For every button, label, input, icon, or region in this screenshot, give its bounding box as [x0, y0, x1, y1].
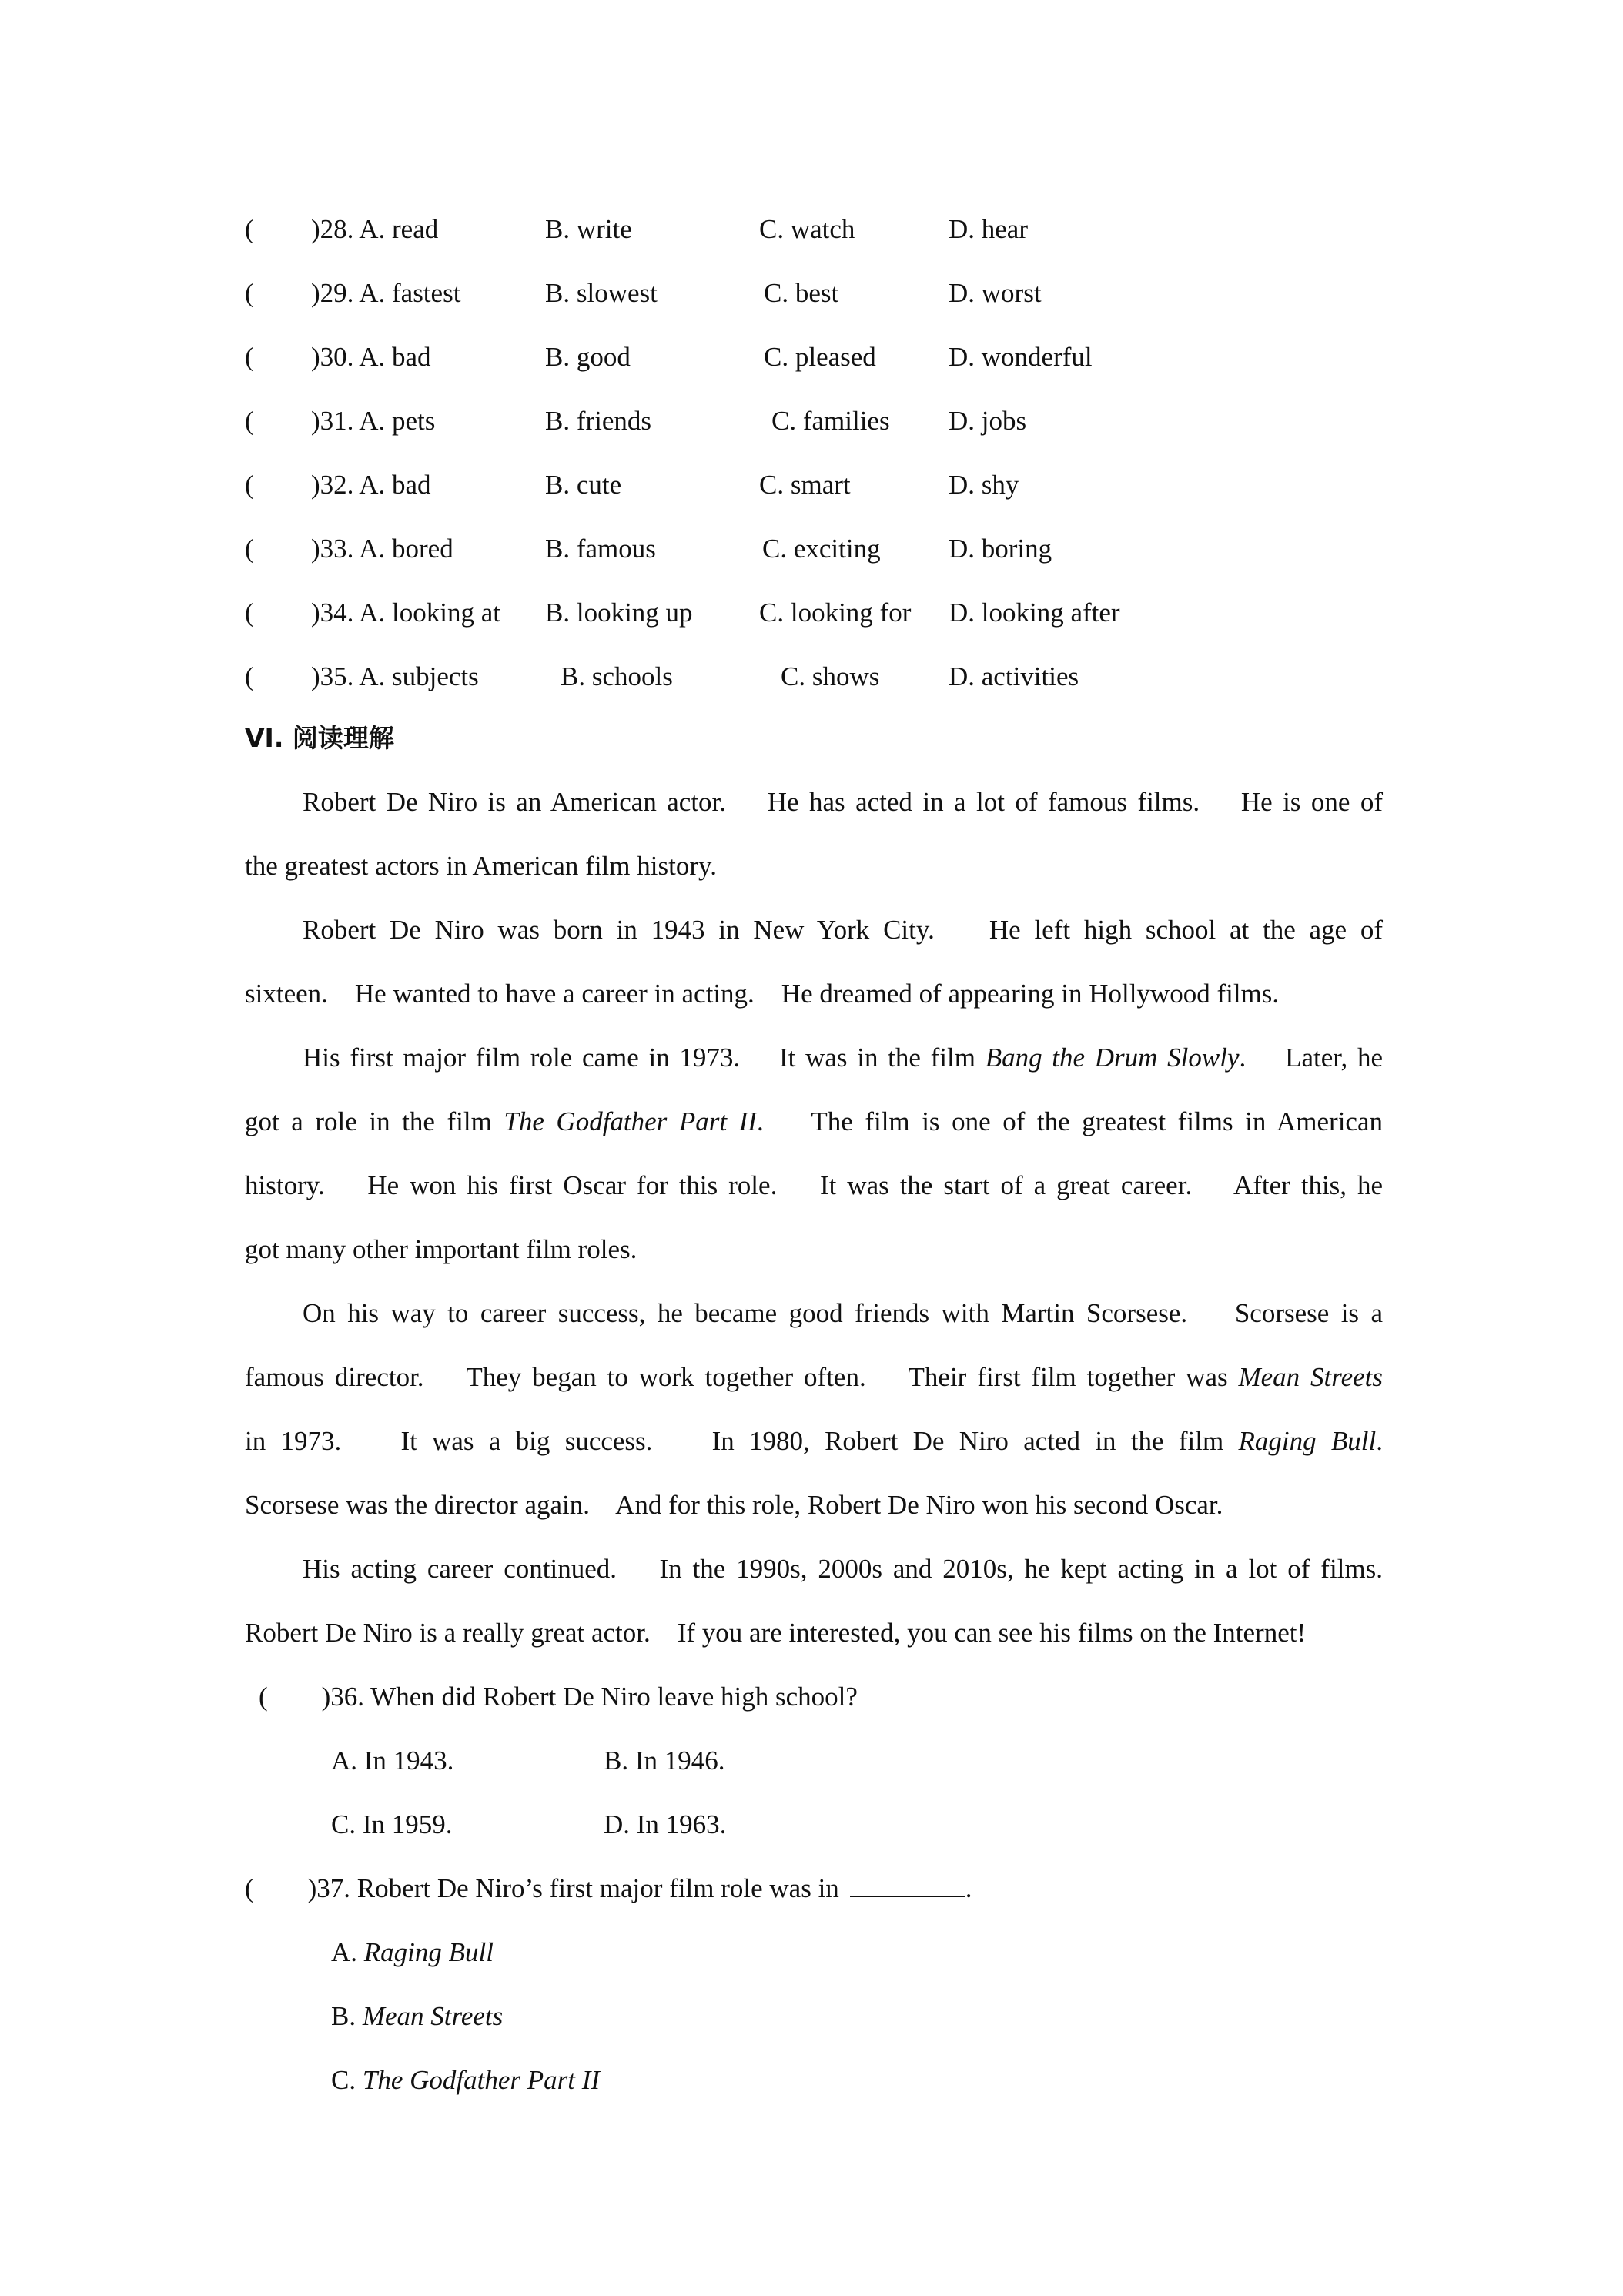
option-c: C. shows [781, 661, 880, 691]
option-b: B. write [545, 214, 632, 244]
question-36-option-b: B. In 1946. [604, 1745, 725, 1776]
option-a: )28. A. read [311, 214, 439, 244]
option-d: D. boring [949, 534, 1052, 564]
passage-line: His acting career continued. In the 1990s, 2000s and 2010s, he kept acting in a lot of films. [303, 1554, 1383, 1584]
passage-line: got many other important film roles. [245, 1234, 637, 1264]
passage-line: Scorsese was the director again. And for this role, Robert De Niro won his second Oscar. [245, 1490, 1223, 1520]
passage-line: Robert De Niro is an American actor. He has acted in a lot of famous films. He is one of [303, 787, 1383, 817]
option-d: D. activities [949, 661, 1079, 691]
cloze-item [245, 274, 1477, 313]
passage-line [245, 1422, 1383, 1461]
question-end: . [965, 1873, 972, 1903]
cloze-item [245, 658, 1477, 696]
option-c: C. families [771, 406, 890, 436]
section-heading: VI. 阅读理解 [245, 723, 394, 753]
answer-paren: ( [245, 278, 254, 308]
passage-text: got a role in the film [245, 1106, 504, 1136]
passage-line [245, 1103, 1383, 1141]
film-title: Mean Streets [362, 2001, 504, 2031]
passage-line: Robert De Niro was born in 1943 in New York City. He left high school at the age of [303, 915, 1383, 945]
answer-paren: ( [245, 661, 254, 691]
option-b: B. looking up [545, 597, 693, 628]
passage-line: history. He won his first Oscar for this role. It was the start of a great career. After this, he [245, 1170, 1383, 1200]
option-letter: A. [331, 1937, 364, 1967]
answer-paren: ( [245, 597, 254, 628]
question-37-option-c [331, 2061, 600, 2100]
cloze-item [245, 594, 1477, 632]
option-d: D. hear [949, 214, 1029, 244]
answer-paren: ( [245, 342, 254, 372]
option-b: B. slowest [545, 278, 658, 308]
option-d: D. jobs [949, 406, 1027, 436]
film-title: Mean Streets [1238, 1362, 1384, 1392]
option-c: C. exciting [762, 534, 881, 564]
passage-line: sixteen. He wanted to have a career in acting. He dreamed of appearing in Hollywood films. [245, 979, 1280, 1009]
film-title: Bang the Drum Slowly [985, 1043, 1240, 1073]
passage-text: in 1973. It was a big success. In 1980, Robert De Niro acted in the film [245, 1426, 1239, 1456]
answer-paren: ( [245, 214, 254, 244]
option-c: C. smart [759, 470, 851, 500]
film-title: The Godfather Part II [362, 2065, 601, 2095]
cloze-item [245, 466, 1477, 504]
passage-text: famous director. They began to work together often. Their first film together was [245, 1362, 1239, 1392]
option-a: )31. A. pets [311, 406, 436, 436]
answer-paren: ( [245, 470, 254, 500]
option-a: )34. A. looking at [311, 597, 500, 628]
option-c: C. watch [759, 214, 855, 244]
question-36-option-a: A. In 1943. [331, 1745, 454, 1776]
answer-blank [850, 1873, 965, 1897]
passage-text: . The film is one of the greatest films in American [756, 1106, 1383, 1136]
option-a: )30. A. bad [311, 342, 431, 372]
question-37-stem [245, 1869, 972, 1908]
cloze-item [245, 402, 1477, 440]
option-letter: C. [331, 2065, 363, 2095]
question-37-option-b [331, 1997, 503, 2036]
cloze-item [245, 210, 1477, 249]
answer-paren: ( [245, 406, 254, 436]
option-c: C. looking for [759, 597, 912, 628]
passage-line: On his way to career success, he became good friends with Martin Scorsese. Scorsese is a [303, 1298, 1383, 1328]
cloze-item [245, 530, 1477, 568]
film-title: Raging Bull [363, 1937, 494, 1967]
cloze-item [245, 338, 1477, 377]
film-title: Raging Bull [1238, 1426, 1377, 1456]
option-d: D. worst [949, 278, 1042, 308]
option-d: D. shy [949, 470, 1019, 500]
passage-text: . Later, he [1239, 1043, 1384, 1073]
passage-text: . [1376, 1426, 1383, 1456]
option-d: D. wonderful [949, 342, 1093, 372]
option-b: B. cute [545, 470, 622, 500]
answer-paren: ( [245, 534, 254, 564]
film-title: The Godfather Part II [504, 1106, 757, 1136]
question-36-stem: ( )36. When did Robert De Niro leave high school? [259, 1682, 858, 1712]
passage-line [303, 1039, 1383, 1077]
option-a: )32. A. bad [311, 470, 431, 500]
question-37-option-a [331, 1933, 494, 1972]
option-d: D. looking after [949, 597, 1120, 628]
option-c: C. pleased [764, 342, 876, 372]
question-36-option-d: D. In 1963. [604, 1809, 727, 1839]
passage-line [245, 1358, 1383, 1397]
question-text: ( )37. Robert De Niro’s first major film role was in [245, 1873, 839, 1903]
option-b: B. famous [545, 534, 656, 564]
passage-text: His first major film role came in 1973. It was in the film [303, 1043, 986, 1073]
option-b: B. good [545, 342, 631, 372]
option-a: )35. A. subjects [311, 661, 479, 691]
option-a: )33. A. bored [311, 534, 453, 564]
option-b: B. schools [561, 661, 673, 691]
passage-line: Robert De Niro is a really great actor. If you are interested, you can see his films on the Internet! [245, 1618, 1307, 1648]
option-c: C. best [764, 278, 839, 308]
option-letter: B. [331, 2001, 363, 2031]
passage-line: the greatest actors in American film history. [245, 851, 717, 881]
question-36-option-c: C. In 1959. [331, 1809, 453, 1839]
option-a: )29. A. fastest [311, 278, 461, 308]
option-b: B. friends [545, 406, 652, 436]
